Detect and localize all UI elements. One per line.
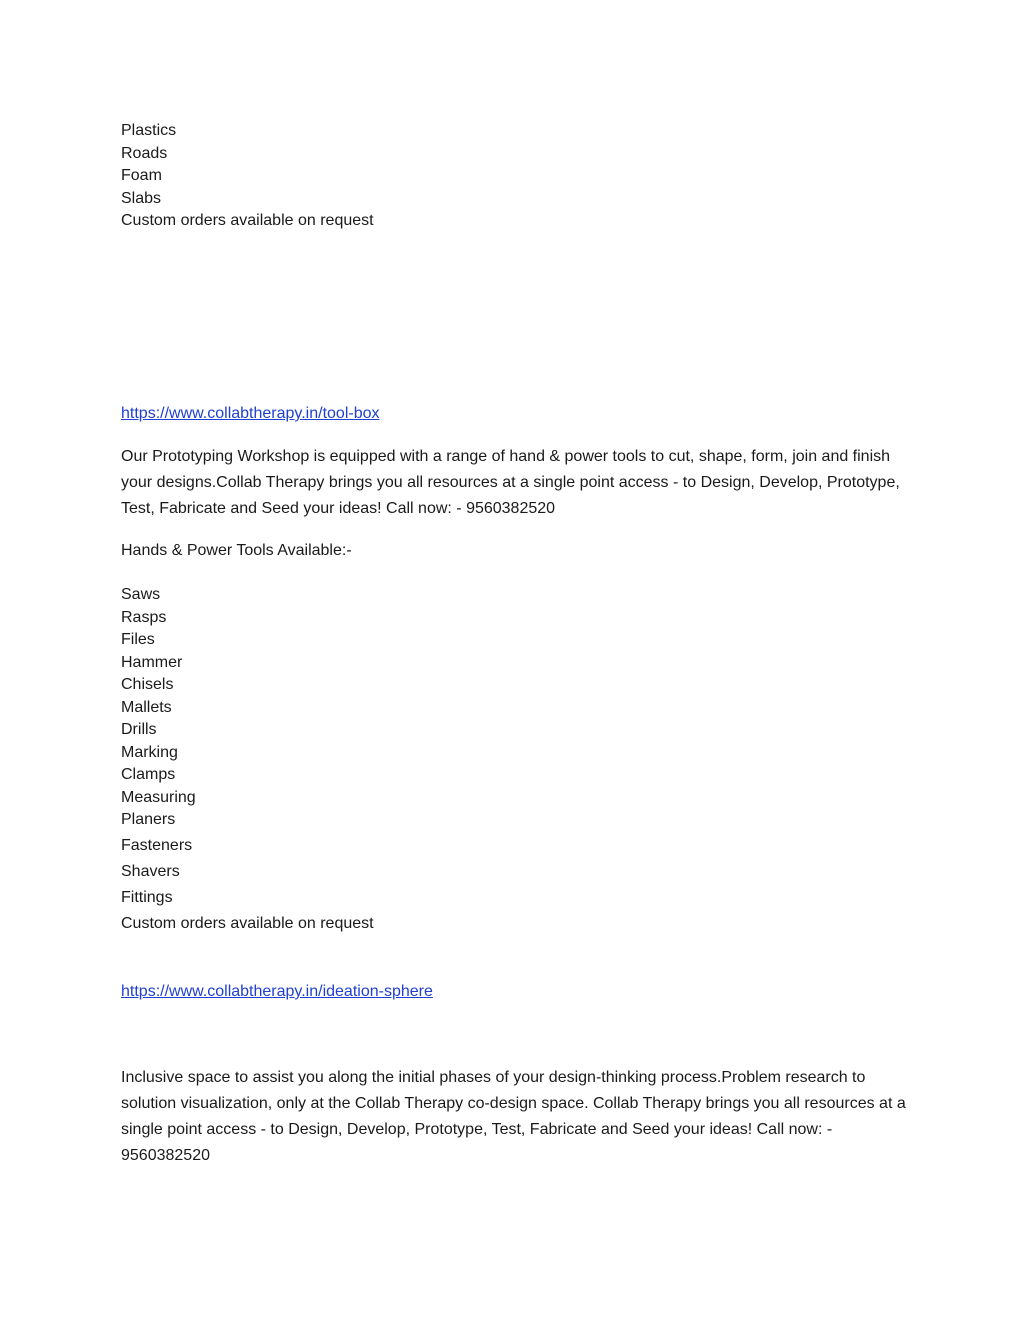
list-item: Hammer xyxy=(121,653,183,671)
list-item: Shavers xyxy=(121,863,180,880)
list-item: Slabs xyxy=(121,189,162,207)
list-item: Measuring xyxy=(121,788,196,806)
list-item: Roads xyxy=(121,144,168,162)
list-item: Chisels xyxy=(121,676,174,693)
ideation-sphere-link[interactable]: https://www.collabtherapy.in/ideation-sphere xyxy=(121,983,433,1000)
list-item: Saws xyxy=(121,586,161,603)
tools-list-continued xyxy=(121,833,911,937)
tools-list xyxy=(121,584,911,832)
list-item: Files xyxy=(121,631,155,648)
tools-heading: Hands & Power Tools Available:- xyxy=(121,542,352,559)
tool-box-link[interactable]: https://www.collabtherapy.in/tool-box xyxy=(121,405,380,422)
list-item: Planers xyxy=(121,811,176,828)
tool-box-description: Our Prototyping Workshop is equipped with a range of hand & power tools to cut, shape, form, join and finish your designs.Collab Therapy brings you all resources at a single point access - to Design, Develop, Prototype, Test, Fabricate and Seed your ideas! Call now: - 9560382520 xyxy=(121,448,900,517)
list-item: Clamps xyxy=(121,766,176,783)
list-item: Drills xyxy=(121,721,157,738)
list-item: Marking xyxy=(121,743,178,761)
list-item: Fittings xyxy=(121,889,173,906)
list-item: Foam xyxy=(121,167,162,184)
list-item: Plastics xyxy=(121,122,177,139)
materials-list xyxy=(121,120,911,233)
list-item: Mallets xyxy=(121,698,172,716)
list-item: Custom orders available on request xyxy=(121,915,374,932)
list-item: Rasps xyxy=(121,608,167,626)
list-item: Fasteners xyxy=(121,837,193,854)
ideation-sphere-description: Inclusive space to assist you along the initial phases of your design-thinking process.Problem research to solution visualization, only at the Collab Therapy co-design space. Collab Therapy brings you all resources at a single point access - to Design, Develop, Prototype, Test, Fabricate and Seed your ideas! Call now: - 9560382520 xyxy=(121,1069,906,1164)
list-item: Custom orders available on request xyxy=(121,212,374,229)
